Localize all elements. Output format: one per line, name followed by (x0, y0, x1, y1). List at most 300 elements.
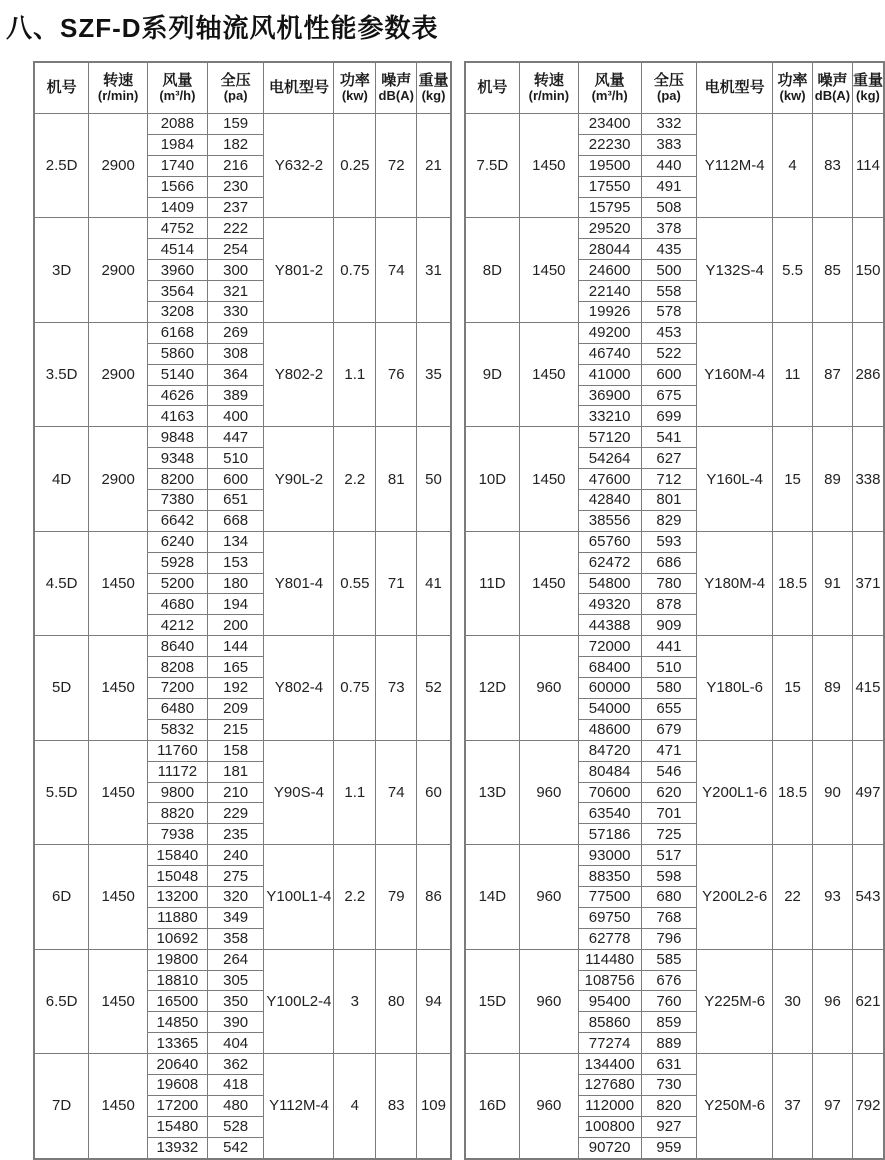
column-header-label: 功率 (339, 71, 370, 89)
airflow-cell: 47600 (578, 469, 641, 490)
weight-cell: 286 (852, 322, 884, 426)
header-row (465, 62, 884, 114)
column-header (812, 62, 852, 114)
pressure-cell: 350 (207, 991, 264, 1012)
pressure-cell: 215 (207, 719, 264, 740)
airflow-cell: 13200 (148, 886, 208, 907)
speed-cell: 2900 (89, 322, 148, 426)
column-header-label: 电机型号 (704, 79, 765, 97)
pressure-cell: 134 (207, 531, 264, 552)
pressure-cell: 600 (641, 364, 697, 385)
column-header-label: 转速 (533, 71, 564, 89)
model-cell: 15D (465, 949, 520, 1053)
airflow-cell: 80484 (578, 761, 641, 782)
motor-model-cell: Y632-2 (264, 114, 334, 218)
noise-cell: 73 (376, 636, 417, 740)
motor-model-cell: Y802-2 (264, 322, 334, 426)
airflow-cell: 20640 (148, 1054, 208, 1075)
airflow-cell: 90720 (578, 1137, 641, 1158)
airflow-cell: 114480 (578, 949, 641, 970)
airflow-cell: 49320 (578, 594, 641, 615)
speed-cell: 1450 (89, 636, 148, 740)
column-header (334, 62, 376, 114)
airflow-cell: 65760 (578, 531, 641, 552)
airflow-cell: 5200 (148, 573, 208, 594)
table-row (34, 322, 451, 343)
model-cell: 2.5D (34, 114, 89, 218)
pressure-cell: 362 (207, 1054, 264, 1075)
model-cell: 6D (34, 845, 89, 949)
weight-cell: 21 (417, 114, 451, 218)
pressure-cell: 679 (641, 719, 697, 740)
airflow-cell: 11172 (148, 761, 208, 782)
motor-model-cell: Y160L-4 (697, 427, 773, 531)
pressure-cell: 400 (207, 406, 264, 427)
pressure-cell: 364 (207, 364, 264, 385)
noise-cell: 74 (376, 740, 417, 844)
airflow-cell: 19500 (578, 155, 641, 176)
airflow-cell: 24600 (578, 260, 641, 281)
pressure-cell: 820 (641, 1095, 697, 1116)
column-header (697, 62, 773, 114)
airflow-cell: 1409 (148, 197, 208, 218)
airflow-cell: 11880 (148, 907, 208, 928)
pressure-cell: 300 (207, 260, 264, 281)
column-header-unit: (kg) (421, 88, 446, 104)
column-header-label: 风量 (594, 71, 625, 89)
airflow-cell: 62778 (578, 928, 641, 949)
motor-model-cell: Y180L-6 (697, 636, 773, 740)
speed-cell: 1450 (89, 845, 148, 949)
speed-cell: 1450 (89, 531, 148, 635)
column-header-label: 机号 (46, 79, 77, 97)
airflow-cell: 70600 (578, 782, 641, 803)
airflow-cell: 54800 (578, 573, 641, 594)
airflow-cell: 17550 (578, 176, 641, 197)
column-header-unit: (kw) (341, 88, 368, 104)
motor-model-cell: Y90S-4 (264, 740, 334, 844)
noise-cell: 74 (376, 218, 417, 322)
column-header (417, 62, 451, 114)
pressure-cell: 229 (207, 803, 264, 824)
pressure-cell: 330 (207, 302, 264, 323)
column-header-label: 重量 (852, 71, 883, 89)
pressure-cell: 541 (641, 427, 697, 448)
noise-cell: 76 (376, 322, 417, 426)
airflow-cell: 6168 (148, 322, 208, 343)
airflow-cell: 3208 (148, 302, 208, 323)
pressure-cell: 889 (641, 1033, 697, 1054)
speed-cell: 1450 (519, 531, 578, 635)
column-header-label: 功率 (777, 71, 808, 89)
fan-table-right (464, 61, 885, 1160)
pressure-cell: 390 (207, 1012, 264, 1033)
airflow-cell: 36900 (578, 385, 641, 406)
table-row (465, 636, 884, 657)
model-cell: 16D (465, 1054, 520, 1159)
model-cell: 12D (465, 636, 520, 740)
airflow-cell: 28044 (578, 239, 641, 260)
motor-model-cell: Y801-4 (264, 531, 334, 635)
pressure-cell: 909 (641, 615, 697, 636)
airflow-cell: 7380 (148, 490, 208, 511)
pressure-cell: 651 (207, 490, 264, 511)
pressure-cell: 522 (641, 343, 697, 364)
pressure-cell: 730 (641, 1074, 697, 1095)
pressure-cell: 668 (207, 510, 264, 531)
speed-cell: 1450 (89, 1054, 148, 1159)
power-cell: 2.2 (334, 845, 376, 949)
airflow-cell: 2088 (148, 114, 208, 135)
power-cell: 30 (773, 949, 813, 1053)
airflow-cell: 9800 (148, 782, 208, 803)
airflow-cell: 19926 (578, 302, 641, 323)
weight-cell: 52 (417, 636, 451, 740)
airflow-cell: 100800 (578, 1116, 641, 1137)
weight-cell: 109 (417, 1054, 451, 1159)
airflow-cell: 14850 (148, 1012, 208, 1033)
speed-cell: 1450 (519, 322, 578, 426)
table-row (34, 1054, 451, 1075)
pressure-cell: 878 (641, 594, 697, 615)
table-row (34, 114, 451, 135)
model-cell: 10D (465, 427, 520, 531)
weight-cell: 31 (417, 218, 451, 322)
airflow-cell: 29520 (578, 218, 641, 239)
airflow-cell: 48600 (578, 719, 641, 740)
power-cell: 18.5 (773, 740, 813, 844)
column-header-label: 风量 (162, 71, 193, 89)
airflow-cell: 1566 (148, 176, 208, 197)
weight-cell: 792 (852, 1054, 884, 1159)
speed-cell: 2900 (89, 114, 148, 218)
airflow-cell: 13932 (148, 1137, 208, 1158)
airflow-cell: 41000 (578, 364, 641, 385)
pressure-cell: 159 (207, 114, 264, 135)
motor-model-cell: Y801-2 (264, 218, 334, 322)
column-header-unit: (m³/h) (591, 88, 628, 104)
airflow-cell: 33210 (578, 406, 641, 427)
airflow-cell: 4163 (148, 406, 208, 427)
column-header-label: 转速 (103, 71, 134, 89)
pressure-cell: 153 (207, 552, 264, 573)
airflow-cell: 7938 (148, 824, 208, 845)
airflow-cell: 84720 (578, 740, 641, 761)
noise-cell: 89 (812, 427, 852, 531)
column-header (641, 62, 697, 114)
airflow-cell: 15480 (148, 1116, 208, 1137)
power-cell: 2.2 (334, 427, 376, 531)
airflow-cell: 4752 (148, 218, 208, 239)
airflow-cell: 7200 (148, 678, 208, 699)
table-row (34, 740, 451, 761)
pressure-cell: 510 (641, 657, 697, 678)
noise-cell: 93 (812, 845, 852, 949)
power-cell: 11 (773, 322, 813, 426)
motor-model-cell: Y250M-6 (697, 1054, 773, 1159)
column-header-unit: dB(A) (378, 88, 414, 104)
column-header (34, 62, 89, 114)
pressure-cell: 181 (207, 761, 264, 782)
pressure-cell: 578 (641, 302, 697, 323)
pressure-cell: 269 (207, 322, 264, 343)
pressure-cell: 959 (641, 1137, 697, 1158)
column-header-unit: (kg) (856, 88, 880, 104)
model-cell: 4.5D (34, 531, 89, 635)
noise-cell: 91 (812, 531, 852, 635)
pressure-cell: 209 (207, 698, 264, 719)
table-row (465, 845, 884, 866)
airflow-cell: 6240 (148, 531, 208, 552)
column-header-label: 重量 (418, 71, 449, 89)
airflow-cell: 15795 (578, 197, 641, 218)
pressure-cell: 254 (207, 239, 264, 260)
table-row (465, 1054, 884, 1075)
airflow-cell: 49200 (578, 322, 641, 343)
pressure-cell: 480 (207, 1095, 264, 1116)
weight-cell: 497 (852, 740, 884, 844)
column-header (465, 62, 520, 114)
pressure-cell: 859 (641, 1012, 697, 1033)
pressure-cell: 216 (207, 155, 264, 176)
noise-cell: 79 (376, 845, 417, 949)
airflow-cell: 85860 (578, 1012, 641, 1033)
pressure-cell: 194 (207, 594, 264, 615)
pressure-cell: 222 (207, 218, 264, 239)
airflow-cell: 93000 (578, 845, 641, 866)
airflow-cell: 17200 (148, 1095, 208, 1116)
noise-cell: 96 (812, 949, 852, 1053)
table-row (465, 218, 884, 239)
model-cell: 3D (34, 218, 89, 322)
column-header-label: 机号 (477, 79, 508, 97)
column-header-label: 全压 (220, 71, 251, 89)
airflow-cell: 22140 (578, 281, 641, 302)
airflow-cell: 1740 (148, 155, 208, 176)
weight-cell: 150 (852, 218, 884, 322)
model-cell: 8D (465, 218, 520, 322)
page (0, 8, 885, 1157)
pressure-cell: 801 (641, 490, 697, 511)
airflow-cell: 77500 (578, 886, 641, 907)
power-cell: 15 (773, 636, 813, 740)
column-header (852, 62, 884, 114)
table-row (34, 949, 451, 970)
pressure-cell: 796 (641, 928, 697, 949)
pressure-cell: 308 (207, 343, 264, 364)
airflow-cell: 8200 (148, 469, 208, 490)
airflow-cell: 19608 (148, 1074, 208, 1095)
model-cell: 7D (34, 1054, 89, 1159)
airflow-cell: 23400 (578, 114, 641, 135)
airflow-cell: 44388 (578, 615, 641, 636)
column-header-label: 全压 (653, 71, 684, 89)
pressure-cell: 264 (207, 949, 264, 970)
airflow-cell: 15840 (148, 845, 208, 866)
airflow-cell: 8208 (148, 657, 208, 678)
pressure-cell: 510 (207, 448, 264, 469)
table-row (34, 845, 451, 866)
noise-cell: 87 (812, 322, 852, 426)
pressure-cell: 829 (641, 510, 697, 531)
pressure-cell: 349 (207, 907, 264, 928)
speed-cell: 2900 (89, 427, 148, 531)
airflow-cell: 5928 (148, 552, 208, 573)
pressure-cell: 471 (641, 740, 697, 761)
pressure-cell: 593 (641, 531, 697, 552)
airflow-cell: 16500 (148, 991, 208, 1012)
column-header-unit: (r/min) (97, 88, 139, 104)
power-cell: 22 (773, 845, 813, 949)
speed-cell: 960 (519, 949, 578, 1053)
speed-cell: 1450 (519, 114, 578, 218)
pressure-cell: 240 (207, 845, 264, 866)
column-header-label: 噪声 (381, 71, 412, 89)
airflow-cell: 112000 (578, 1095, 641, 1116)
pressure-cell: 440 (641, 155, 697, 176)
motor-model-cell: Y90L-2 (264, 427, 334, 531)
airflow-cell: 1984 (148, 134, 208, 155)
speed-cell: 960 (519, 845, 578, 949)
power-cell: 18.5 (773, 531, 813, 635)
weight-cell: 86 (417, 845, 451, 949)
airflow-cell: 3564 (148, 281, 208, 302)
motor-model-cell: Y112M-4 (264, 1054, 334, 1159)
column-header (89, 62, 148, 114)
pressure-cell: 447 (207, 427, 264, 448)
power-cell: 4 (773, 114, 813, 218)
power-cell: 37 (773, 1054, 813, 1159)
airflow-cell: 63540 (578, 803, 641, 824)
pressure-cell: 927 (641, 1116, 697, 1137)
airflow-cell: 4212 (148, 615, 208, 636)
airflow-cell: 57186 (578, 824, 641, 845)
column-header-label: 电机型号 (268, 79, 329, 97)
weight-cell: 94 (417, 949, 451, 1053)
pressure-cell: 435 (641, 239, 697, 260)
pressure-cell: 558 (641, 281, 697, 302)
pressure-cell: 235 (207, 824, 264, 845)
table-row (465, 949, 884, 970)
motor-model-cell: Y112M-4 (697, 114, 773, 218)
model-cell: 11D (465, 531, 520, 635)
header-row (34, 62, 451, 114)
airflow-cell: 54264 (578, 448, 641, 469)
table-row (34, 218, 451, 239)
weight-cell: 50 (417, 427, 451, 531)
power-cell: 0.55 (334, 531, 376, 635)
pressure-cell: 580 (641, 678, 697, 699)
airflow-cell: 60000 (578, 678, 641, 699)
airflow-cell: 15048 (148, 866, 208, 887)
pressure-cell: 441 (641, 636, 697, 657)
pressure-cell: 676 (641, 970, 697, 991)
speed-cell: 2900 (89, 218, 148, 322)
model-cell: 9D (465, 322, 520, 426)
model-cell: 4D (34, 427, 89, 531)
pressure-cell: 378 (641, 218, 697, 239)
noise-cell: 80 (376, 949, 417, 1053)
pressure-cell: 686 (641, 552, 697, 573)
noise-cell: 85 (812, 218, 852, 322)
weight-cell: 543 (852, 845, 884, 949)
motor-model-cell: Y180M-4 (697, 531, 773, 635)
motor-model-cell: Y160M-4 (697, 322, 773, 426)
pressure-cell: 321 (207, 281, 264, 302)
airflow-cell: 13365 (148, 1033, 208, 1054)
motor-model-cell: Y802-4 (264, 636, 334, 740)
noise-cell: 89 (812, 636, 852, 740)
airflow-cell: 18810 (148, 970, 208, 991)
power-cell: 3 (334, 949, 376, 1053)
model-cell: 3.5D (34, 322, 89, 426)
pressure-cell: 182 (207, 134, 264, 155)
pressure-cell: 780 (641, 573, 697, 594)
pressure-cell: 305 (207, 970, 264, 991)
pressure-cell: 712 (641, 469, 697, 490)
pressure-cell: 165 (207, 657, 264, 678)
airflow-cell: 5140 (148, 364, 208, 385)
weight-cell: 338 (852, 427, 884, 531)
airflow-cell: 3960 (148, 260, 208, 281)
airflow-cell: 11760 (148, 740, 208, 761)
table-row (34, 427, 451, 448)
pressure-cell: 620 (641, 782, 697, 803)
model-cell: 5D (34, 636, 89, 740)
model-cell: 14D (465, 845, 520, 949)
motor-model-cell: Y132S-4 (697, 218, 773, 322)
column-header-unit: (m³/h) (159, 88, 196, 104)
column-header (148, 62, 208, 114)
column-header (773, 62, 813, 114)
pressure-cell: 491 (641, 176, 697, 197)
airflow-cell: 4514 (148, 239, 208, 260)
speed-cell: 1450 (519, 218, 578, 322)
speed-cell: 1450 (89, 740, 148, 844)
airflow-cell: 22230 (578, 134, 641, 155)
airflow-cell: 4680 (148, 594, 208, 615)
tables-container (33, 61, 885, 1160)
table-row (34, 636, 451, 657)
pressure-cell: 542 (207, 1137, 264, 1158)
noise-cell: 90 (812, 740, 852, 844)
power-cell: 0.75 (334, 218, 376, 322)
power-cell: 1.1 (334, 740, 376, 844)
column-header-unit: (pa) (656, 88, 681, 104)
pressure-cell: 675 (641, 385, 697, 406)
airflow-cell: 19800 (148, 949, 208, 970)
noise-cell: 83 (812, 114, 852, 218)
motor-model-cell: Y200L2-6 (697, 845, 773, 949)
noise-cell: 83 (376, 1054, 417, 1159)
airflow-cell: 72000 (578, 636, 641, 657)
airflow-cell: 57120 (578, 427, 641, 448)
pressure-cell: 655 (641, 698, 697, 719)
pressure-cell: 158 (207, 740, 264, 761)
pressure-cell: 631 (641, 1054, 697, 1075)
motor-model-cell: Y100L2-4 (264, 949, 334, 1053)
table-row (465, 740, 884, 761)
noise-cell: 97 (812, 1054, 852, 1159)
airflow-cell: 38556 (578, 510, 641, 531)
motor-model-cell: Y225M-6 (697, 949, 773, 1053)
model-cell: 6.5D (34, 949, 89, 1053)
column-header (376, 62, 417, 114)
noise-cell: 71 (376, 531, 417, 635)
power-cell: 0.25 (334, 114, 376, 218)
pressure-cell: 699 (641, 406, 697, 427)
column-header (207, 62, 264, 114)
